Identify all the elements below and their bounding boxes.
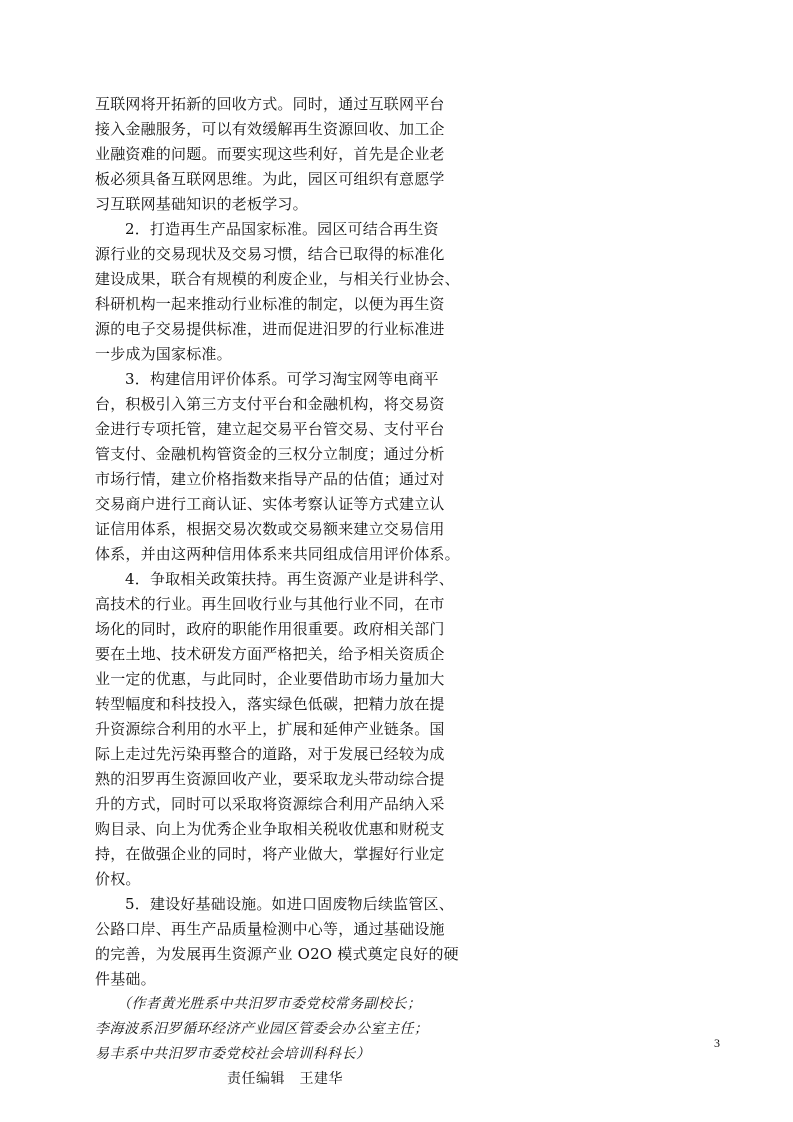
text-line: 高技术的行业。再生回收行业与其他行业不同，在市 bbox=[95, 595, 445, 613]
text-line: 管支付、金融机构管资金的三权分立制度；通过分析 bbox=[95, 445, 445, 463]
text-line: 板必须具备互联网思维。为此，园区可组织有意愿学 bbox=[95, 170, 445, 188]
article-column bbox=[95, 92, 460, 1092]
text-line: 台，积极引入第三方支付平台和金融机构，将交易资 bbox=[95, 395, 445, 413]
text-line: 的完善，为发展再生资源产业 O2O 模式奠定良好的硬 bbox=[95, 945, 459, 963]
text-line: 源行业的交易现状及交易习惯，结合已取得的标准化 bbox=[95, 245, 445, 263]
text-line: 转型幅度和科技投入，落实绿色低碳，把精力放在提 bbox=[95, 695, 445, 713]
text-line: 际上走过先污染再整合的道路，对于发展已经较为成 bbox=[95, 745, 445, 763]
paragraph-2 bbox=[95, 217, 460, 367]
text-line: 习互联网基础知识的老板学习。 bbox=[95, 195, 308, 213]
text-line: 金进行专项托管，建立起交易平台管交易、支付平台 bbox=[95, 420, 445, 438]
text-line: 接入金融服务，可以有效缓解再生资源回收、加工企 bbox=[95, 120, 445, 138]
text-line: 市场行情，建立价格指数来指导产品的估值；通过对 bbox=[95, 470, 445, 488]
author-note-line: 李海波系汨罗循环经济产业园区管委会办公室主任； bbox=[95, 1021, 429, 1037]
text-line: 科研机构一起来推动行业标准的制定，以便为再生资 bbox=[95, 295, 445, 313]
paragraph-5 bbox=[95, 892, 459, 992]
text-line: 业一定的优惠，与此同时，企业要借助市场力量加大 bbox=[95, 670, 445, 688]
paragraph-3 bbox=[95, 367, 460, 567]
text-line: 4．争取相关政策扶持。再生资源产业是讲科学、 bbox=[125, 570, 454, 588]
text-line: 互联网将开拓新的回收方式。同时，通过互联网平台 bbox=[95, 95, 445, 113]
text-line: 5．建设好基础设施。如进口固废物后续监管区、 bbox=[125, 895, 454, 913]
author-note bbox=[95, 992, 429, 1067]
responsible-editor: 责任编辑 王建华 bbox=[227, 1071, 343, 1087]
text-line: 3．构建信用评价体系。可学习淘宝网等电商平 bbox=[125, 370, 439, 388]
text-line: 交易商户进行工商认证、实体考察认证等方式建立认 bbox=[95, 495, 445, 513]
author-note-line: （作者黄光胜系中共汨罗市委党校常务副校长； bbox=[117, 996, 422, 1012]
paragraph-1 bbox=[95, 92, 445, 217]
text-line: 证信用体系，根据交易次数或交易额来建立交易信用 bbox=[95, 520, 445, 538]
text-line: 升资源综合利用的水平上，扩展和延伸产业链条。国 bbox=[95, 720, 445, 738]
text-line: 持，在做强企业的同时，将产业做大，掌握好行业定 bbox=[95, 845, 445, 863]
text-line: 建设成果，联合有规模的利废企业，与相关行业协会、 bbox=[95, 270, 460, 288]
text-line: 2．打造再生产品国家标准。园区可结合再生资 bbox=[125, 220, 439, 238]
page-number: 3 bbox=[714, 1036, 720, 1050]
text-line: 件基础。 bbox=[95, 970, 156, 988]
text-line: 价权。 bbox=[95, 870, 141, 888]
text-line: 源的电子交易提供标准，进而促进汨罗的行业标准进 bbox=[95, 320, 445, 338]
text-line: 升的方式，同时可以采取将资源综合利用产品纳入采 bbox=[95, 795, 445, 813]
text-line: 要在土地、技术研发方面严格把关，给予相关资质企 bbox=[95, 645, 445, 663]
paragraph-4 bbox=[95, 567, 454, 892]
text-line: 购目录、向上为优秀企业争取相关税收优惠和财税支 bbox=[95, 820, 445, 838]
text-line: 体系，并由这两种信用体系来共同组成信用评价体系。 bbox=[95, 545, 460, 563]
text-line: 熟的汨罗再生资源回收产业，要采取龙头带动综合提 bbox=[95, 770, 445, 788]
text-line: 一步成为国家标准。 bbox=[95, 345, 232, 363]
text-line: 公路口岸、再生产品质量检测中心等，通过基础设施 bbox=[95, 920, 445, 938]
text-line: 场化的同时，政府的职能作用很重要。政府相关部门 bbox=[95, 620, 445, 638]
text-line: 业融资难的问题。而要实现这些利好，首先是企业老 bbox=[95, 145, 445, 163]
author-note-line: 易丰系中共汨罗市委党校社会培训科科长） bbox=[95, 1046, 371, 1062]
